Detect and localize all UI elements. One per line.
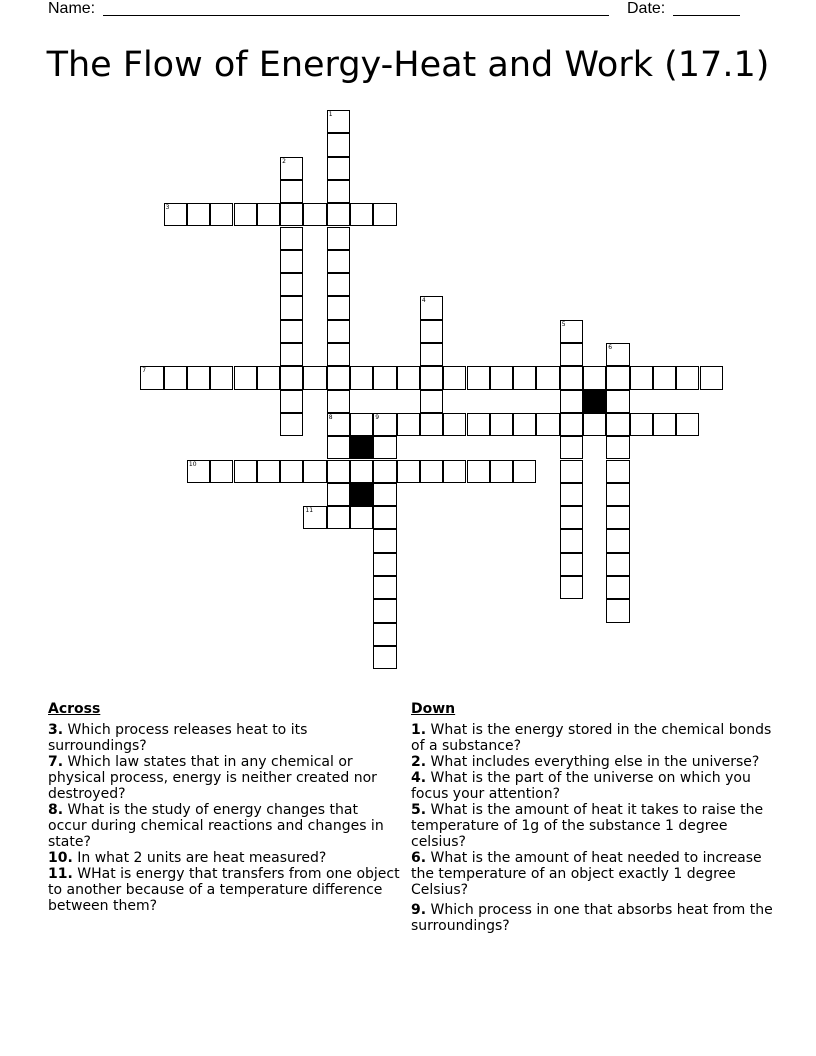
clue-text: Which law states that in any chemical or physical process, energy is neither created nor destroyed? [48,754,377,802]
grid-cell[interactable] [327,343,350,366]
grid-cell[interactable] [560,366,583,389]
grid-cell[interactable] [397,460,420,483]
grid-cell[interactable] [560,413,583,436]
clue-text: Which process in one that absorbs heat from the surroundings? [411,902,773,934]
grid-cell[interactable] [327,390,350,413]
grid-cell[interactable] [210,203,233,226]
grid-cell[interactable] [280,413,303,436]
grid-cell[interactable] [560,483,583,506]
grid-cell[interactable] [536,413,559,436]
grid-cell[interactable] [467,460,490,483]
grid-cell[interactable] [303,366,326,389]
grid-cell[interactable] [327,483,350,506]
clue-number: 11. [48,866,73,882]
grid-cell[interactable] [606,553,629,576]
grid-cell[interactable] [234,366,257,389]
grid-cell[interactable] [560,553,583,576]
grid-cell[interactable] [606,576,629,599]
clue-number: 1. [411,722,427,738]
grid-cell[interactable] [280,343,303,366]
grid-cell[interactable] [373,203,396,226]
grid-cell[interactable] [280,157,303,180]
grid-cell[interactable] [327,436,350,459]
grid-cell[interactable] [164,203,187,226]
clue-number: 11 [305,507,314,515]
grid-cell[interactable] [606,413,629,436]
grid-cell[interactable] [373,646,396,669]
grid-cell[interactable] [280,390,303,413]
grid-cell[interactable] [187,203,210,226]
grid-cell[interactable] [373,460,396,483]
across-clues [48,700,400,914]
grid-cell[interactable] [327,180,350,203]
clue-text: WHat is energy that transfers from one object to another because of a temperature difference between them? [48,866,400,914]
grid-cell[interactable] [257,460,280,483]
clue-item [48,866,400,914]
grid-cell[interactable] [606,343,629,366]
grid-cell[interactable] [420,320,443,343]
grid-cell[interactable] [606,506,629,529]
grid-cell[interactable] [420,460,443,483]
grid-cell[interactable] [676,366,699,389]
grid-cell[interactable] [606,390,629,413]
clue-number: 8 [328,413,333,421]
grid-cell[interactable] [606,366,629,389]
grid-cell[interactable] [327,250,350,273]
grid-cell[interactable] [560,390,583,413]
grid-cell[interactable] [350,460,373,483]
grid-cell[interactable] [373,529,396,552]
clue-number: 6 [608,344,613,351]
grid-cell[interactable] [560,506,583,529]
clue-item [411,802,773,850]
clue-item [48,802,400,850]
clue-number: 3 [165,204,170,212]
grid-cell[interactable] [653,366,676,389]
grid-cell[interactable] [350,506,373,529]
clue-number: 6. [411,850,427,866]
grid-cell[interactable] [234,203,257,226]
clue-number: 7 [142,367,147,375]
clue-number: 8. [48,802,64,818]
grid-cell[interactable] [630,413,653,436]
grid-cell[interactable] [467,366,490,389]
clue-text: What is the amount of heat needed to increase the temperature of an object exactly 1 degree Celsius? [411,850,762,898]
grid-cell[interactable] [280,366,303,389]
clue-item [411,770,773,802]
grid-cell[interactable] [373,599,396,622]
grid-cell[interactable] [327,296,350,319]
grid-cell[interactable] [560,576,583,599]
grid-cell[interactable] [513,413,536,436]
grid-cell[interactable] [373,553,396,576]
grid-cell[interactable] [373,623,396,646]
clue-text: In what 2 units are heat measured? [72,850,327,866]
down-clue-list [411,722,773,934]
grid-cell[interactable] [606,436,629,459]
grid-cell[interactable] [234,460,257,483]
clue-number: 9 [375,413,380,421]
grid-cell[interactable] [560,436,583,459]
clue-item [48,722,400,754]
clue-number: 4. [411,770,427,786]
clue-item [411,754,773,770]
grid-cell-black [350,483,373,506]
grid-cell[interactable] [373,483,396,506]
clue-number: 1 [328,111,333,118]
grid-cell[interactable] [560,460,583,483]
grid-cell[interactable] [560,320,583,343]
grid-cell[interactable] [327,366,350,389]
grid-cell[interactable] [280,296,303,319]
grid-cell[interactable] [373,576,396,599]
grid-cell[interactable] [327,413,350,436]
grid-cell[interactable] [420,390,443,413]
clue-text: What is the amount of heat it takes to raise the temperature of 1g of the substance 1 degree celsius? [411,802,764,850]
clue-number: 3. [48,722,64,738]
clue-number: 9. [411,902,427,918]
grid-cell[interactable] [327,506,350,529]
across-heading: Across [48,701,101,717]
clue-text: What includes everything else in the universe? [426,754,760,770]
grid-cell[interactable] [490,413,513,436]
clue-number: 4 [421,297,426,305]
grid-cell-black [350,436,373,459]
grid-cell[interactable] [653,413,676,436]
grid-cell[interactable] [327,273,350,296]
grid-cell[interactable] [420,343,443,366]
clue-text: What is the energy stored in the chemical bonds of a substance? [411,722,772,754]
grid-cell[interactable] [350,413,373,436]
grid-cell[interactable] [373,366,396,389]
grid-cell[interactable] [373,436,396,459]
across-clue-list [48,722,400,914]
down-clues [411,700,773,934]
grid-cell[interactable] [140,366,163,389]
clue-number: 2. [411,754,427,770]
grid-cell[interactable] [467,413,490,436]
grid-cell[interactable] [280,460,303,483]
grid-cell[interactable] [513,460,536,483]
clue-number: 5 [561,320,566,328]
grid-cell[interactable] [606,599,629,622]
clue-number: 5. [411,802,427,818]
grid-cell[interactable] [350,203,373,226]
grid-cell[interactable] [164,366,187,389]
page-title: The Flow of Energy-Heat and Work (17.1) [46,45,770,85]
grid-cell[interactable] [187,460,210,483]
grid-cell[interactable] [420,366,443,389]
grid-cell[interactable] [210,460,233,483]
clue-item [411,902,773,934]
clue-text: What is the part of the universe on which you focus your attention? [411,770,751,802]
grid-cell[interactable] [280,180,303,203]
grid-cell[interactable] [303,506,326,529]
grid-cell[interactable] [350,366,373,389]
down-heading: Down [411,701,456,717]
grid-cell[interactable] [327,133,350,156]
clue-number: 10. [48,850,73,866]
clue-item [48,850,400,866]
grid-cell[interactable] [606,529,629,552]
grid-cell[interactable] [280,320,303,343]
grid-cell[interactable] [373,413,396,436]
grid-cell[interactable] [560,529,583,552]
clue-item [48,754,400,802]
clue-item [411,850,773,898]
grid-cell[interactable] [583,413,606,436]
grid-cell[interactable] [373,506,396,529]
grid-cell[interactable] [443,413,466,436]
grid-cell[interactable] [397,366,420,389]
grid-cell[interactable] [420,296,443,319]
grid-cell[interactable] [327,110,350,133]
grid-cell[interactable] [700,366,723,389]
grid-cell[interactable] [606,483,629,506]
clue-number: 10 [188,460,197,468]
grid-cell[interactable] [210,366,233,389]
date-label: Date: [627,0,666,17]
grid-cell[interactable] [280,250,303,273]
clue-number: 2 [282,157,286,165]
grid-cell[interactable] [560,343,583,366]
grid-cell[interactable] [513,366,536,389]
grid-cell[interactable] [606,460,629,483]
grid-cell[interactable] [257,203,280,226]
grid-cell[interactable] [397,413,420,436]
grid-cell[interactable] [490,366,513,389]
grid-cell[interactable] [490,460,513,483]
grid-cell[interactable] [257,366,280,389]
grid-cell[interactable] [303,203,326,226]
grid-cell[interactable] [280,273,303,296]
clue-text: What is the study of energy changes that occur during chemical reactions and changes in state? [48,802,384,850]
grid-cell[interactable] [443,460,466,483]
grid-cell[interactable] [327,460,350,483]
grid-cell-black [583,390,606,413]
name-label: Name: [48,0,96,17]
clue-item [411,722,773,754]
grid-cell[interactable] [583,366,606,389]
grid-cell[interactable] [327,157,350,180]
grid-cell[interactable] [280,227,303,250]
grid-cell[interactable] [327,227,350,250]
grid-cell[interactable] [327,320,350,343]
grid-cell[interactable] [536,366,559,389]
grid-cell[interactable] [630,366,653,389]
grid-cell[interactable] [676,413,699,436]
clue-text: Which process releases heat to its surroundings? [48,722,308,754]
grid-cell[interactable] [420,413,443,436]
grid-cell[interactable] [280,203,303,226]
grid-cell[interactable] [443,366,466,389]
grid-cell[interactable] [187,366,210,389]
grid-cell[interactable] [303,460,326,483]
grid-cell[interactable] [327,203,350,226]
clue-number: 7. [48,754,64,770]
